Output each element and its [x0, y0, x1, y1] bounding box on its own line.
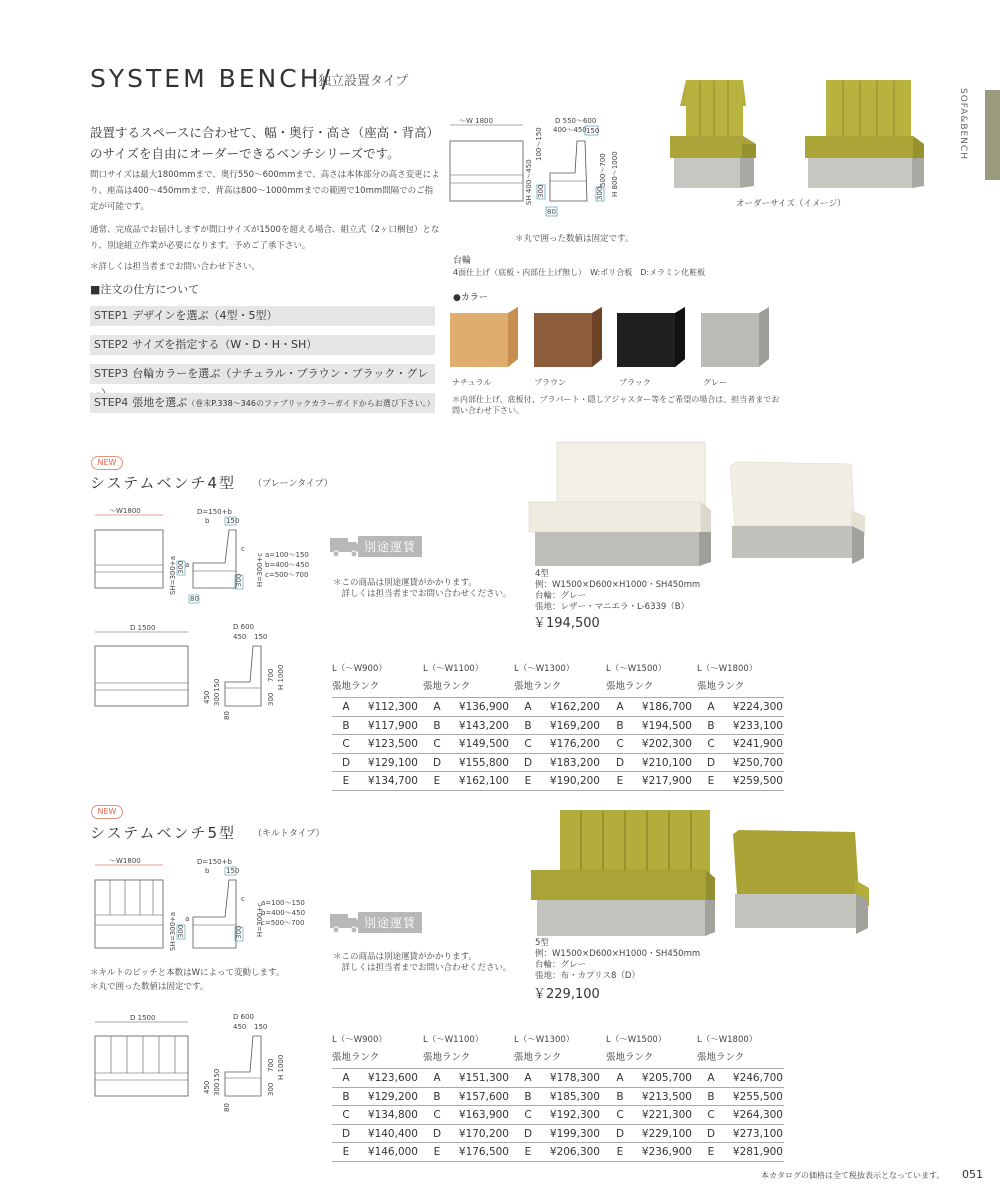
rank-cell: E — [616, 775, 624, 787]
price-cell: ¥241,900 — [732, 738, 783, 750]
rank-cell: B — [616, 719, 624, 732]
dim-a-range: a=100〜150 — [261, 899, 305, 907]
rank-cell: A — [433, 701, 441, 713]
group-size-label: L（〜W1500） — [606, 1035, 667, 1045]
rank-header: 張地ランク — [514, 681, 562, 692]
rank-header: 張地ランク — [606, 1052, 654, 1063]
new-badge: NEW — [91, 805, 123, 819]
step-tag: STEP1 — [94, 309, 129, 322]
dim-fixed-300a: 300 — [537, 184, 545, 198]
price-cell: ¥255,500 — [732, 1090, 783, 1103]
intro-note: ＊詳しくは担当者までお問い合わせ下さい。 — [90, 262, 261, 272]
new-badge: NEW — [91, 456, 123, 470]
dim-foot: 80 — [223, 1103, 231, 1112]
section-label: SOFA&BENCH — [958, 88, 968, 160]
price-cell: ¥205,700 — [641, 1072, 692, 1084]
dim-h2: 700 — [267, 1058, 275, 1072]
price-cell: ¥163,900 — [458, 1109, 509, 1121]
dimension-diagram-4a — [85, 505, 315, 610]
rank-cell: C — [342, 738, 350, 750]
white-bench-right — [730, 462, 865, 564]
price-cell: ¥250,700 — [732, 756, 783, 769]
spec-base: 台輪：グレー — [535, 960, 587, 970]
rank-cell: B — [616, 1090, 624, 1103]
product-title: システムベンチ4型 — [90, 474, 237, 492]
dim-h1: 100〜150 — [535, 127, 543, 161]
rank-cell: A — [707, 1072, 715, 1084]
price-cell: ¥134,800 — [367, 1109, 418, 1121]
product-price: ￥229,100 — [533, 987, 600, 1002]
dim-h3: 300 — [267, 692, 275, 706]
price-cell: ¥134,700 — [367, 775, 418, 787]
group-size-label: L（〜W1300） — [514, 1035, 575, 1045]
step-text: デザインを選ぶ（4型・5型） — [132, 309, 278, 322]
dim-c-range: c=500〜700 — [265, 571, 309, 579]
group-size-label: L（〜W900） — [332, 664, 387, 674]
step-text: 張地を選ぶ — [132, 396, 188, 409]
table-row — [332, 1087, 784, 1105]
rank-cell: E — [616, 1146, 624, 1158]
dim-c-range: c=500〜700 — [261, 919, 305, 927]
table-row — [332, 1068, 784, 1086]
price-cell: ¥210,100 — [641, 756, 692, 769]
price-cell: ¥170,200 — [458, 1127, 509, 1140]
price-cell: ¥229,100 — [641, 1127, 692, 1140]
rank-cell: C — [342, 1109, 350, 1121]
dim-fixed-150: 150 — [586, 127, 600, 135]
price-cell: ¥213,500 — [641, 1090, 692, 1103]
dim-sh: 450 — [203, 690, 211, 704]
price-cell: ¥190,200 — [549, 775, 600, 787]
rank-cell: D — [615, 756, 625, 769]
rank-cell: D — [432, 1127, 442, 1140]
step-1 — [90, 306, 435, 326]
intro-lead: 設置するスペースに合わせて、幅・奥行・高さ（座高・背高）のサイズを自由にオーダーできるベンチシリーズです。 — [90, 125, 440, 161]
rank-cell: D — [341, 756, 351, 769]
table-row — [332, 697, 784, 715]
price-cell: ¥202,300 — [641, 738, 692, 750]
dim-sh2: 150 — [213, 678, 221, 692]
rank-cell: B — [524, 719, 532, 732]
group-size-label: L（〜W1100） — [423, 1035, 484, 1045]
price-cell: ¥199,300 — [549, 1127, 600, 1140]
product-spec — [535, 569, 700, 613]
dim-seat-height: SH 400〜450 — [525, 159, 533, 205]
white-bench-left — [529, 442, 711, 566]
dim-fixed-300: 300 — [235, 925, 243, 939]
dim-a: a — [185, 561, 190, 569]
rank-header: 張地ランク — [332, 681, 380, 692]
price-cell: ¥178,300 — [549, 1072, 600, 1084]
step-tag: STEP2 — [94, 338, 129, 351]
price-cell: ¥246,700 — [732, 1072, 783, 1084]
rank-cell: A — [342, 701, 350, 713]
dim-fixed-300: 300 — [177, 924, 185, 938]
price-cell: ¥185,300 — [549, 1090, 600, 1103]
swatch-label: ブラウン — [534, 378, 566, 387]
price-cell: ¥236,900 — [641, 1146, 692, 1158]
swatch-label: ブラック — [619, 378, 651, 387]
swatch-label: ナチュラル — [452, 378, 492, 387]
product-title: システムベンチ5型 — [90, 824, 237, 842]
rank-header: 張地ランク — [514, 1052, 562, 1063]
price-cell: ¥233,100 — [732, 719, 783, 732]
step-subtext: （巻末P.338〜346のファブリックカラーガイドからお選び下さい。） — [187, 399, 435, 408]
rank-header: 張地ランク — [332, 1052, 380, 1063]
rank-cell: A — [616, 701, 624, 713]
price-cell: ¥117,900 — [367, 719, 418, 732]
price-cell: ¥169,200 — [549, 719, 600, 732]
table-row — [332, 1142, 784, 1160]
rank-cell: B — [524, 1090, 532, 1103]
truck-icon — [330, 910, 360, 936]
dim-c: c — [241, 895, 245, 903]
dim-back-depth: 150 — [254, 633, 268, 641]
dim-fixed-150: 150 — [226, 867, 240, 875]
dim-a-range: a=100〜150 — [265, 551, 309, 559]
rank-cell: E — [524, 775, 532, 787]
rank-cell: D — [706, 1127, 716, 1140]
price-cell: ¥186,700 — [641, 701, 692, 713]
price-cell: ¥155,800 — [458, 756, 509, 769]
fixed-value-note: ＊丸で囲った数値は固定です。 — [90, 982, 209, 992]
rank-cell: D — [523, 1127, 533, 1140]
rank-cell: B — [707, 1090, 715, 1103]
dimension-diagram-4b — [85, 620, 310, 725]
rank-cell: B — [433, 719, 441, 732]
rank-cell: E — [342, 1146, 350, 1158]
rank-cell: C — [433, 1109, 441, 1121]
dim-fixed-300: 300 — [235, 573, 243, 587]
dim-width: D 1500 — [130, 624, 156, 632]
dim-depth: D 600 — [233, 1013, 254, 1021]
rank-cell: B — [342, 1090, 350, 1103]
step-2 — [90, 335, 435, 355]
dim-depth: D 600 — [233, 623, 254, 631]
dim-seat-depth: 450 — [233, 633, 247, 641]
dim-sh2: 150 — [213, 1068, 221, 1082]
dim-sh: SH=300+a — [169, 555, 177, 595]
rank-cell: E — [707, 775, 715, 787]
truck-icon — [330, 534, 360, 560]
group-size-label: L（〜W1500） — [606, 664, 667, 674]
rank-cell: B — [707, 719, 715, 732]
table-row — [332, 753, 784, 771]
dim-height: H 1000 — [277, 1054, 285, 1080]
page-number: 051 — [962, 1168, 983, 1181]
shipping-badge: 別途運賃 — [358, 536, 422, 557]
product-spec — [535, 938, 700, 982]
price-cell: ¥143,200 — [458, 719, 509, 732]
price-cell: ¥221,300 — [641, 1109, 692, 1121]
rank-cell: D — [523, 756, 533, 769]
price-cell: ¥281,900 — [732, 1146, 783, 1158]
table-row — [332, 1105, 784, 1123]
shipping-note: ＊この商品は別途運賃がかかります。 詳しくは担当者までお問い合わせください。 — [333, 952, 512, 973]
rank-header: 張地ランク — [697, 681, 745, 692]
shipping-badge: 別途運賃 — [358, 912, 422, 933]
quilt-note: ＊キルトのピッチと本数はWによって変動します。 — [90, 968, 285, 978]
price-cell: ¥162,200 — [549, 701, 600, 713]
dimension-diagram-5b — [85, 1010, 310, 1120]
spec-size: 例：W1500×D600×H1000・SH450mm — [535, 580, 701, 590]
rank-cell: C — [616, 738, 624, 750]
swatch-natural — [450, 307, 518, 367]
intro-paragraph-1: 間口サイズは最大1800mmまで、奥行550〜600mmまで、高さは本体部分の高さ変更により、座高は400〜450mmまで、背高は800〜1000mmまでの範囲で10mm間隔でのご指定が可能です。 — [90, 170, 440, 212]
rank-cell: B — [433, 1090, 441, 1103]
product-subtitle: （プレーンタイプ） — [253, 479, 333, 489]
dim-sh3: 300 — [213, 692, 221, 706]
rank-cell: E — [433, 775, 441, 787]
dimension-diagram-5a — [85, 855, 315, 960]
step-3 — [90, 364, 435, 384]
price-cell: ¥162,100 — [458, 775, 509, 787]
price-cell: ¥217,900 — [641, 775, 692, 787]
rank-cell: D — [341, 1127, 351, 1140]
base-heading: 台輪 — [453, 256, 472, 266]
dim-depth: D=150+b — [197, 858, 232, 866]
step-tag: STEP3 — [94, 367, 129, 380]
dim-back-depth: 150 — [254, 1023, 268, 1031]
step-4 — [90, 393, 435, 413]
price-cell: ¥194,500 — [641, 719, 692, 732]
dim-height: H 1000 — [277, 664, 285, 690]
dim-fixed-300: 300 — [177, 560, 185, 574]
dim-b-range: b=400〜450 — [265, 561, 310, 569]
price-cell: ¥129,200 — [367, 1090, 418, 1103]
dim-h3: 300 — [267, 1082, 275, 1096]
product-image-5 — [525, 808, 885, 940]
price-cell: ¥129,100 — [367, 756, 418, 769]
rank-header: 張地ランク — [423, 681, 471, 692]
swatch-gray — [701, 307, 769, 367]
price-cell: ¥176,200 — [549, 738, 600, 750]
rank-cell: C — [433, 738, 441, 750]
table-row — [332, 771, 784, 789]
rank-cell: A — [707, 701, 715, 713]
fixed-value-note: ＊丸で囲った数値は固定です。 — [515, 234, 634, 244]
price-table-4 — [332, 660, 787, 790]
olive-bench-left — [531, 810, 715, 936]
step-tag: STEP4 — [94, 396, 129, 409]
rank-cell: D — [706, 756, 716, 769]
group-size-label: L（〜W1800） — [697, 1035, 758, 1045]
table-row — [332, 1124, 784, 1142]
rank-cell: A — [524, 701, 532, 713]
spec-fabric: 張地：布・カプリス8（D） — [535, 971, 640, 981]
order-heading: ■注文の仕方について — [90, 283, 200, 296]
dim-fixed-80: 80 — [547, 208, 556, 216]
rank-header: 張地ランク — [423, 1052, 471, 1063]
spec-model: 4型 — [535, 569, 549, 579]
price-cell: ¥259,500 — [732, 775, 783, 787]
group-size-label: L（〜W900） — [332, 1035, 387, 1045]
spec-base: 台輪：グレー — [535, 591, 587, 601]
price-cell: ¥149,500 — [458, 738, 509, 750]
shipping-note: ＊この商品は別途運賃がかかります。 詳しくは担当者までお問い合わせください。 — [333, 578, 512, 599]
section-tab — [985, 90, 1000, 180]
rank-cell: E — [342, 775, 350, 787]
rank-cell: E — [707, 1146, 715, 1158]
page-title: SYSTEM BENCH/ — [90, 64, 333, 93]
table-bottom-rule — [332, 1161, 784, 1162]
color-note: ＊内部仕上げ、底板付、プラパート・隠しアジャスター等をご希望の場合は、担当者までお問い合わせ下さい。 — [452, 395, 780, 415]
table-bottom-rule — [332, 790, 784, 791]
price-cell: ¥192,300 — [549, 1109, 600, 1121]
rank-cell: C — [707, 1109, 715, 1121]
price-cell: ¥123,500 — [367, 738, 418, 750]
group-size-label: L（〜W1800） — [697, 664, 758, 674]
rank-cell: D — [432, 756, 442, 769]
group-size-label: L（〜W1100） — [423, 664, 484, 674]
tax-note: 本カタログの価格は全て税抜表示となっています。 — [761, 1171, 945, 1180]
order-size-image — [668, 78, 958, 196]
swatch-black — [617, 307, 685, 367]
price-cell: ¥123,600 — [367, 1072, 418, 1084]
rank-cell: A — [524, 1072, 532, 1084]
rank-cell: A — [616, 1072, 624, 1084]
dim-h2: 700 — [267, 668, 275, 682]
dim-width: 〜W1800 — [109, 857, 141, 865]
dim-width: D 1500 — [130, 1014, 156, 1022]
dim-sh: SH=300+a — [169, 911, 177, 951]
bench-image-left — [670, 80, 756, 188]
table-row — [332, 734, 784, 752]
bench-image-right — [805, 80, 924, 188]
dim-b: b — [205, 517, 210, 525]
dim-depth: D=150+b — [197, 508, 232, 516]
base-text: 4面仕上げ（底板・内部仕上げ無し） W:ポリ合板 D:メラミン化粧板 — [453, 268, 706, 277]
dim-fixed-300b: 300 — [596, 186, 604, 200]
product-subtitle: （キルトタイプ） — [253, 829, 325, 839]
dim-c: c — [241, 545, 245, 553]
table-row — [332, 716, 784, 734]
spec-model: 5型 — [535, 938, 549, 948]
dim-sh: 450 — [203, 1080, 211, 1094]
step-text: サイズを指定する（W・D・H・SH） — [132, 338, 318, 351]
rank-header: 張地ランク — [606, 681, 654, 692]
dim-seat-depth: 450 — [233, 1023, 247, 1031]
price-cell: ¥146,000 — [367, 1146, 418, 1158]
price-cell: ¥140,400 — [367, 1127, 418, 1140]
group-size-label: L（〜W1300） — [514, 664, 575, 674]
rank-cell: C — [524, 738, 532, 750]
dim-h2: 500〜700 — [599, 153, 607, 187]
product-price: ￥194,500 — [533, 616, 600, 631]
dim-h: H=300+c — [256, 552, 264, 587]
dim-fixed-150: 150 — [226, 517, 240, 525]
price-cell: ¥136,900 — [458, 701, 509, 713]
dim-foot: 80 — [223, 711, 231, 720]
spec-fabric: 張地：レザー・マニエラ・L-6339（B） — [535, 602, 690, 612]
swatch-brown — [534, 307, 602, 367]
swatch-label: グレー — [703, 378, 727, 387]
rank-cell: D — [615, 1127, 625, 1140]
rank-cell: A — [433, 1072, 441, 1084]
dim-width: 〜W1800 — [109, 507, 141, 515]
price-cell: ¥157,600 — [458, 1090, 509, 1103]
product-notes — [90, 966, 284, 994]
price-cell: ¥206,300 — [549, 1146, 600, 1158]
price-cell: ¥224,300 — [732, 701, 783, 713]
rank-cell: C — [707, 738, 715, 750]
price-cell: ¥112,300 — [367, 701, 418, 713]
price-cell: ¥176,500 — [458, 1146, 509, 1158]
rank-cell: A — [342, 1072, 350, 1084]
image-caption: オーダーサイズ（イメージ） — [736, 199, 846, 209]
dim-seat-depth: 400〜450 — [553, 126, 587, 134]
dim-b-range: b=400〜450 — [261, 909, 306, 917]
rank-cell: C — [524, 1109, 532, 1121]
price-cell: ¥264,300 — [732, 1109, 783, 1121]
page-subtitle: 独立設置タイプ — [318, 74, 409, 89]
overview-dimension-diagram — [445, 115, 620, 230]
dim-height: H 800〜1000 — [611, 151, 619, 197]
price-table-5 — [332, 1031, 787, 1161]
spec-size: 例：W1500×D600×H1000・SH450mm — [535, 949, 701, 959]
step-text: 台輪カラーを選ぶ（ナチュラル・ブラウン・ブラック・グレ — [132, 367, 429, 380]
olive-bench-right — [733, 830, 869, 934]
rank-cell: C — [616, 1109, 624, 1121]
dim-width: 〜W 1800 — [459, 117, 493, 125]
rank-cell: B — [342, 719, 350, 732]
rank-cell: E — [524, 1146, 532, 1158]
dim-b: b — [205, 867, 210, 875]
dim-sh3: 300 — [213, 1082, 221, 1096]
dim-fixed-80: 80 — [190, 595, 199, 603]
dim-h: H=300+c — [256, 902, 264, 937]
price-cell: ¥151,300 — [458, 1072, 509, 1084]
product-image-4 — [525, 440, 885, 570]
dim-a: a — [185, 915, 190, 923]
rank-header: 張地ランク — [697, 1052, 745, 1063]
color-heading: ●カラー — [453, 293, 488, 303]
dim-depth: D 550〜600 — [555, 117, 597, 125]
rank-cell: E — [433, 1146, 441, 1158]
intro-paragraph-2: 通常、完成品でお届けしますが間口サイズが1500を超える場合、組立式（2ヶ口梱包）となり、別途組立作業が必要になります。予めご了承下さい。 — [90, 225, 440, 251]
price-cell: ¥273,100 — [732, 1127, 783, 1140]
price-cell: ¥183,200 — [549, 756, 600, 769]
